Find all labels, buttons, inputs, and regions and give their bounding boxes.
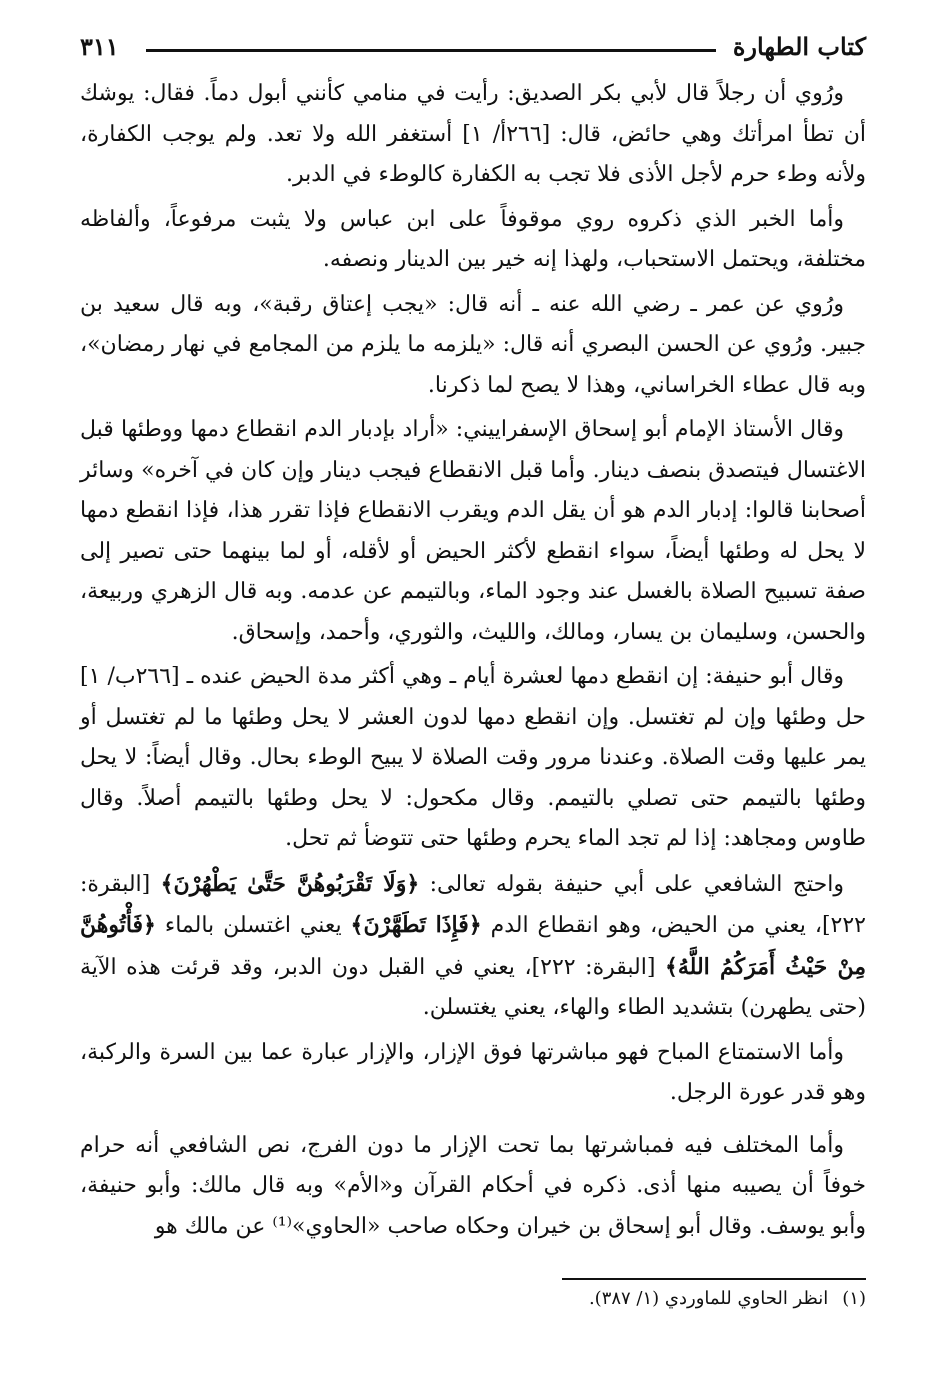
paragraph — [80, 864, 866, 1029]
paragraph-text: ورُوي أن رجلاً قال لأبي بكر الصديق: رأيت في منامي كأنني أبول دماً. فقال: يوشك أن تطأ امرأتك وهي حائض، قال: [٢٦٦أ/ ١] أستغفر الله ولا تعد. ولم يوجب الكفارة، ولأنه وطء حرم لأجل الأذى فلا تجب به الكفارة كالوطء في الدبر. — [80, 81, 866, 187]
paragraph — [80, 410, 866, 653]
paragraph — [80, 1033, 866, 1114]
paragraph — [80, 285, 866, 407]
paragraph-text: وأما المختلف فيه فمباشرتها بما تحت الإزار ما دون الفرج، نص الشافعي أنه حرام خوفاً أن يصيبه منها أذى. ذكره في أحكام القرآن و«الأم» وبه قال مالك: وأبو حنيفة، وأبو يوسف. وقال أبو إسحاق بن خيران وحكاه صاحب «الحاوي»⁽¹⁾ عن مالك هو — [80, 1132, 866, 1239]
header-rule — [146, 49, 716, 52]
quran-verse: ﴿فَإِذَا تَطَهَّرْنَ﴾ — [350, 912, 482, 938]
page-number: ٣١١ — [80, 32, 119, 61]
paragraph-text: ورُوي عن عمر ـ رضي الله عنه ـ أنه قال: «يجب إعتاق رقبة»، وبه قال سعيد بن جبير. ورُوي عن الحسن البصري أنه قال: «يلزمه ما يلزم من المجامع في نهار رمضان»، وبه قال عطاء الخراساني، وهذا لا يصح لما ذكرنا. — [80, 291, 866, 398]
book-page — [80, 0, 866, 1374]
paragraph-text: وأما الاستمتاع المباح فهو مباشرتها فوق الإزار، والإزار عبارة عما بين السرة والركبة، وهو قدر عورة الرجل. — [80, 1039, 866, 1105]
paragraph-text: [البقرة: ٢٢٢]، يعني من الحيض، وهو انقطاع الدم — [80, 871, 866, 938]
footnote — [80, 1284, 866, 1314]
paragraph-text: وقال أبو حنيفة: إن انقطع دمها لعشرة أيام ـ وهي أكثر مدة الحيض عنده ـ [٢٦٦ب/ ١] حل وطئها وإن لم تغتسل. وإن انقطع دمها لدون العشر لا يحل وطئها ما لم تغتسل أو يمر عليها وقت الصلاة. وعندنا مرور وقت الصلاة لا يبيح الوطء بحال. وقال أيضاً: لا يحل وطئها بالتيمم حتى تصلي بالتيمم. وقال مكحول: لا يحل وطئها بالتيمم أصلاً. وقال طاوس ومجاهد: إذا لم تجد الماء يحرم وطئها حتى تتوضأ ثم تحل. — [80, 664, 866, 851]
paragraph — [80, 1126, 866, 1248]
quran-verse: ﴿فَأْتُوهُنَّ مِنْ حَيْثُ أَمَرَكُمُ اللَّهُ﴾ — [80, 912, 866, 980]
footnote-text: انظر الحاوي للماوردي (١/ ٣٨٧). — [588, 1288, 829, 1309]
quran-verse: ﴿وَلَا تَقْرَبُوهُنَّ حَتَّىٰ يَطْهُرْنَ﴾ — [160, 870, 420, 897]
main-text — [80, 74, 866, 1251]
running-title: كتاب الطهارة — [732, 32, 866, 61]
paragraph — [80, 74, 866, 196]
footnote-separator — [562, 1278, 866, 1280]
paragraph — [80, 200, 866, 281]
paragraph-text: واحتج الشافعي على أبي حنيفة بقوله تعالى: — [419, 871, 844, 897]
page-header — [80, 32, 866, 72]
paragraph-text: وأما الخبر الذي ذكروه روي موقوفاً على ابن عباس ولا يثبت مرفوعاً، وألفاظه مختلفة، ويحتمل الاستحباب، ولهذا إنه خير بين الدينار ونصفه. — [80, 206, 866, 272]
paragraph — [80, 657, 866, 860]
paragraph-text: [البقرة: ٢٢٢]، يعني في القبل دون الدبر، وقد قرئت هذه الآية (حتى يطهرن) بتشديد الطاء والهاء، يعني يغتسلن. — [80, 954, 866, 1020]
paragraph-text: يعني اغتسلن بالماء — [155, 913, 351, 938]
paragraph-text: وقال الأستاذ الإمام أبو إسحاق الإسفراييني: «أراد بإدبار الدم انقطاع دمها ووطئها قبل الاغتسال فيتصدق بنصف دينار. وأما قبل الانقطاع فيجب دينار وإن كان في آخره» وسائر أصحابنا قالوا: إدبار الدم هو أن يقل الدم ويقرب الانقطاع فإذا تقرر هذا، فإذا انقطع دمها لا يحل له وطئها أيضاً، سواء انقطع لأكثر الحيض أو لأقله، أو لما بينهما حتى تصير إلى صفة تسبيح الصلاة بالغسل عند وجود الماء، وبالتيمم عن عدمه. وبه قال الزهري وربيعة، والحسن، وسليمان بن يسار، ومالك، والليث، والثوري، وأحمد، وإسحاق. — [80, 417, 866, 645]
footnote-number: (١) — [842, 1288, 866, 1309]
